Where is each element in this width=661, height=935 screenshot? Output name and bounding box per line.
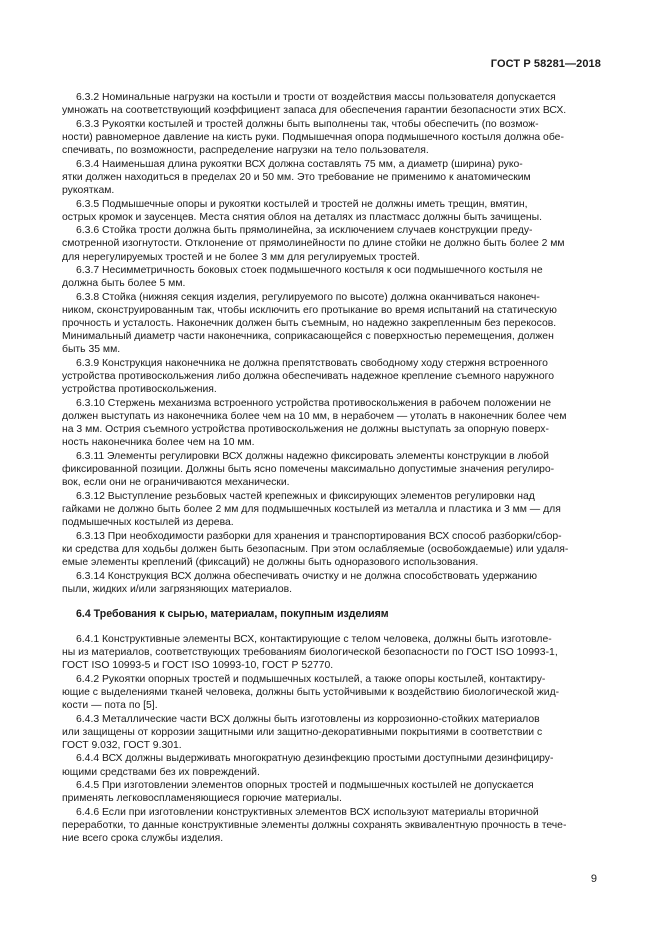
paragraph [62,91,582,117]
text-line: смотренной изогнутости. Отклонение от прямолинейности по длине стойки не должно быть более 2 мм [62,238,565,250]
text-line: должен выступать из наконечника более чем на 10 мм, в нерабочем — утолать в наконечник более чем [62,411,567,422]
text-line: ны из материалов, соответствующих требованиям биологической безопасности по ГОСТ ISO 10993-1, [62,646,558,658]
text-line: ние всего срока службы изделия. [62,833,224,845]
standard-header: ГОСТ Р 58281—2018 [490,58,601,70]
paragraph [62,450,582,489]
paragraph [62,673,582,712]
text-line: для нерегулируемых тростей и не более 3 мм для регулируемых тростей. [62,251,420,263]
text-line: 6.3.10 Стержень механизма встроенного устройства противоскольжения в рабочем положении не [76,397,552,409]
text-line: гайками не должно быть более 2 мм для подмышечных костылей из металла и пластика и 3 мм — для [62,503,561,515]
text-line: 6.4.2 Рукоятки опорных тростей и подмышечных костылей, а также опоры костылей, контактиру- [76,673,546,685]
paragraph [62,779,582,805]
text-line: 6.4.3 Металлические части ВСХ должны быть изготовлены из коррозионно-стойких материалов [76,713,540,725]
text-line: рукояткам. [62,184,115,196]
paragraph [62,633,582,672]
text-line: вок, если они не ограничиваются механически. [62,477,290,489]
text-line: быть 35 мм. [62,344,121,356]
text-line: 6.3.4 Наименьшая длина рукоятки ВСХ должна составлять 75 мм, а диаметр (ширина) руко- [76,158,523,170]
text-line: устройства противоскольжения. [62,384,217,396]
text-line: 6.3.14 Конструкция ВСХ должна обеспечивать очистку и не должна способствовать удержанию [76,570,538,582]
text-line: 6.3.5 Подмышечные опоры и рукоятки костылей и тростей не должны иметь трещин, вмятин, [76,198,528,210]
text-line: ющие с выделениями тканей человека, должны быть устойчивыми к воздействию биологической жид- [62,686,560,698]
paragraph [62,713,582,752]
text-line: на 3 мм. Острия съемного устройства противоскольжения не должны выступать за опорную поверх- [62,424,549,436]
text-line: умножать на соответствующий коэффициент запаса для обеспечения гарантии безопасности этих ВСХ. [62,105,567,117]
text-line: 6.4.5 При изготовлении элементов опорных тростей и подмышечных костылей не допускается [76,780,534,792]
page-number: 9 [590,873,597,885]
paragraph [62,806,582,845]
text-line: прочность и усталость. Наконечник должен быть съемным, но надежно закрепленным без перекосов. [62,318,557,330]
text-line: должна быть более 5 мм. [62,278,186,290]
text-line: ником, сконструированным так, чтобы исключить его протыкание во время испытаний на статическую [62,305,557,317]
text-line: ность наконечника более чем на 10 мм. [62,437,255,449]
text-line: 6.3.12 Выступление резьбовых частей крепежных и фиксирующих элементов регулировки над [76,490,535,502]
text-line: ятки должен находиться в пределах 20 и 50 мм. Это требование не применимо к анатомическим [62,171,531,183]
paragraph [62,357,582,396]
document-body [62,91,582,846]
text-line: применять легковоспламеняющиеся горючие материалы. [62,793,342,805]
text-line: или защищены от коррозии защитными или защитно-декоративными покрытиями в соответствии с [62,726,543,738]
paragraph [62,752,582,778]
text-line: пыли, жидких и/или загрязняющих материалов. [62,583,293,595]
text-line: 6.4.6 Если при изготовлении конструктивных элементов ВСХ используют материалы вторичной [76,806,539,818]
paragraph [62,118,582,157]
text-line: 6.4.4 ВСХ должны выдерживать многократную дезинфекцию простыми доступными дезинфициру- [76,753,554,765]
text-line: емые элементы креплений (фиксаций) не должны быть одноразового использования. [62,556,479,568]
paragraph [62,291,582,356]
paragraph [62,198,582,224]
text-line: 6.3.8 Стойка (нижняя секция изделия, регулируемого по высоте) должна оканчиваться наконеч- [76,291,540,303]
text-line: 6.3.13 При необходимости разборки для хранения и транспортирования ВСХ способ разборки/сбор- [76,530,562,542]
paragraph [62,490,582,529]
text-line: ющими средствами без их повреждений. [62,766,260,778]
text-line: 6.3.6 Стойка трости должна быть прямолинейна, за исключением случаев конструкции преду- [76,225,533,237]
text-line: 6.3.7 Несимметричность боковых стоек подмышечного костыля к оси подмышечного костыля не [76,265,543,277]
text-line: ГОСТ ISO 10993-5 и ГОСТ ISO 10993-10, ГОСТ Р 52770. [62,659,334,671]
text-line: кости — пота по [5]. [62,699,158,711]
paragraph [62,158,582,197]
text-line: 6.4.1 Конструктивные элементы ВСХ, контактирующие с телом человека, должны быть изготовле- [76,633,552,645]
paragraph [62,397,582,449]
text-line: устройства противоскольжения либо должна обеспечивать надежное крепление съемного наружного [62,371,554,383]
paragraph [62,264,582,290]
paragraph [62,570,582,596]
text-line: переработки, то данные конструктивные элементы должны сохранять эквивалентную прочность в тече- [62,820,567,832]
text-line: 6.3.2 Номинальные нагрузки на костыли и трости от воздействия массы пользователя допускается [76,92,556,103]
text-line: 6.3.9 Конструкция наконечника не должна препятствовать свободному ходу стержня встроенного [76,358,548,370]
text-line: спечивать, по возможности, распределение нагрузки на тело пользователя. [62,144,429,156]
text-line: 6.3.11 Элементы регулировки ВСХ должны надежно фиксировать элементы конструкции в любой [76,450,549,462]
text-line: острых кромок и заусенцев. Места снятия облоя на деталях из пластмасс должны быть зачищены. [62,211,542,223]
text-line: подмышечных костылей из дерева. [62,516,234,528]
paragraph [62,224,582,263]
text-line: Минимальный диаметр части наконечника, соприкасающейся с поверхностью перемещения, должен [62,331,554,343]
text-line: фиксированной позиции. Должны быть ясно помечены максимально допустимые значения регулиро- [62,463,555,475]
paragraph [62,530,582,569]
text-line: ки средства для ходьбы должен быть безопасным. При этом ослабляемые (освобождаемые) или удаля- [62,543,569,555]
text-line: ГОСТ 9.032, ГОСТ 9.301. [62,739,182,751]
text-line: ности) равномерное давление на кисть руки. Подмышечная опора подмышечного костыля должна обе- [62,131,564,143]
section-heading: 6.4 Требования к сырью, материалам, покупным изделиям [76,607,389,620]
text-line: 6.3.3 Рукоятки костылей и тростей должны быть выполнены так, чтобы обеспечить (по возмож- [76,118,539,130]
